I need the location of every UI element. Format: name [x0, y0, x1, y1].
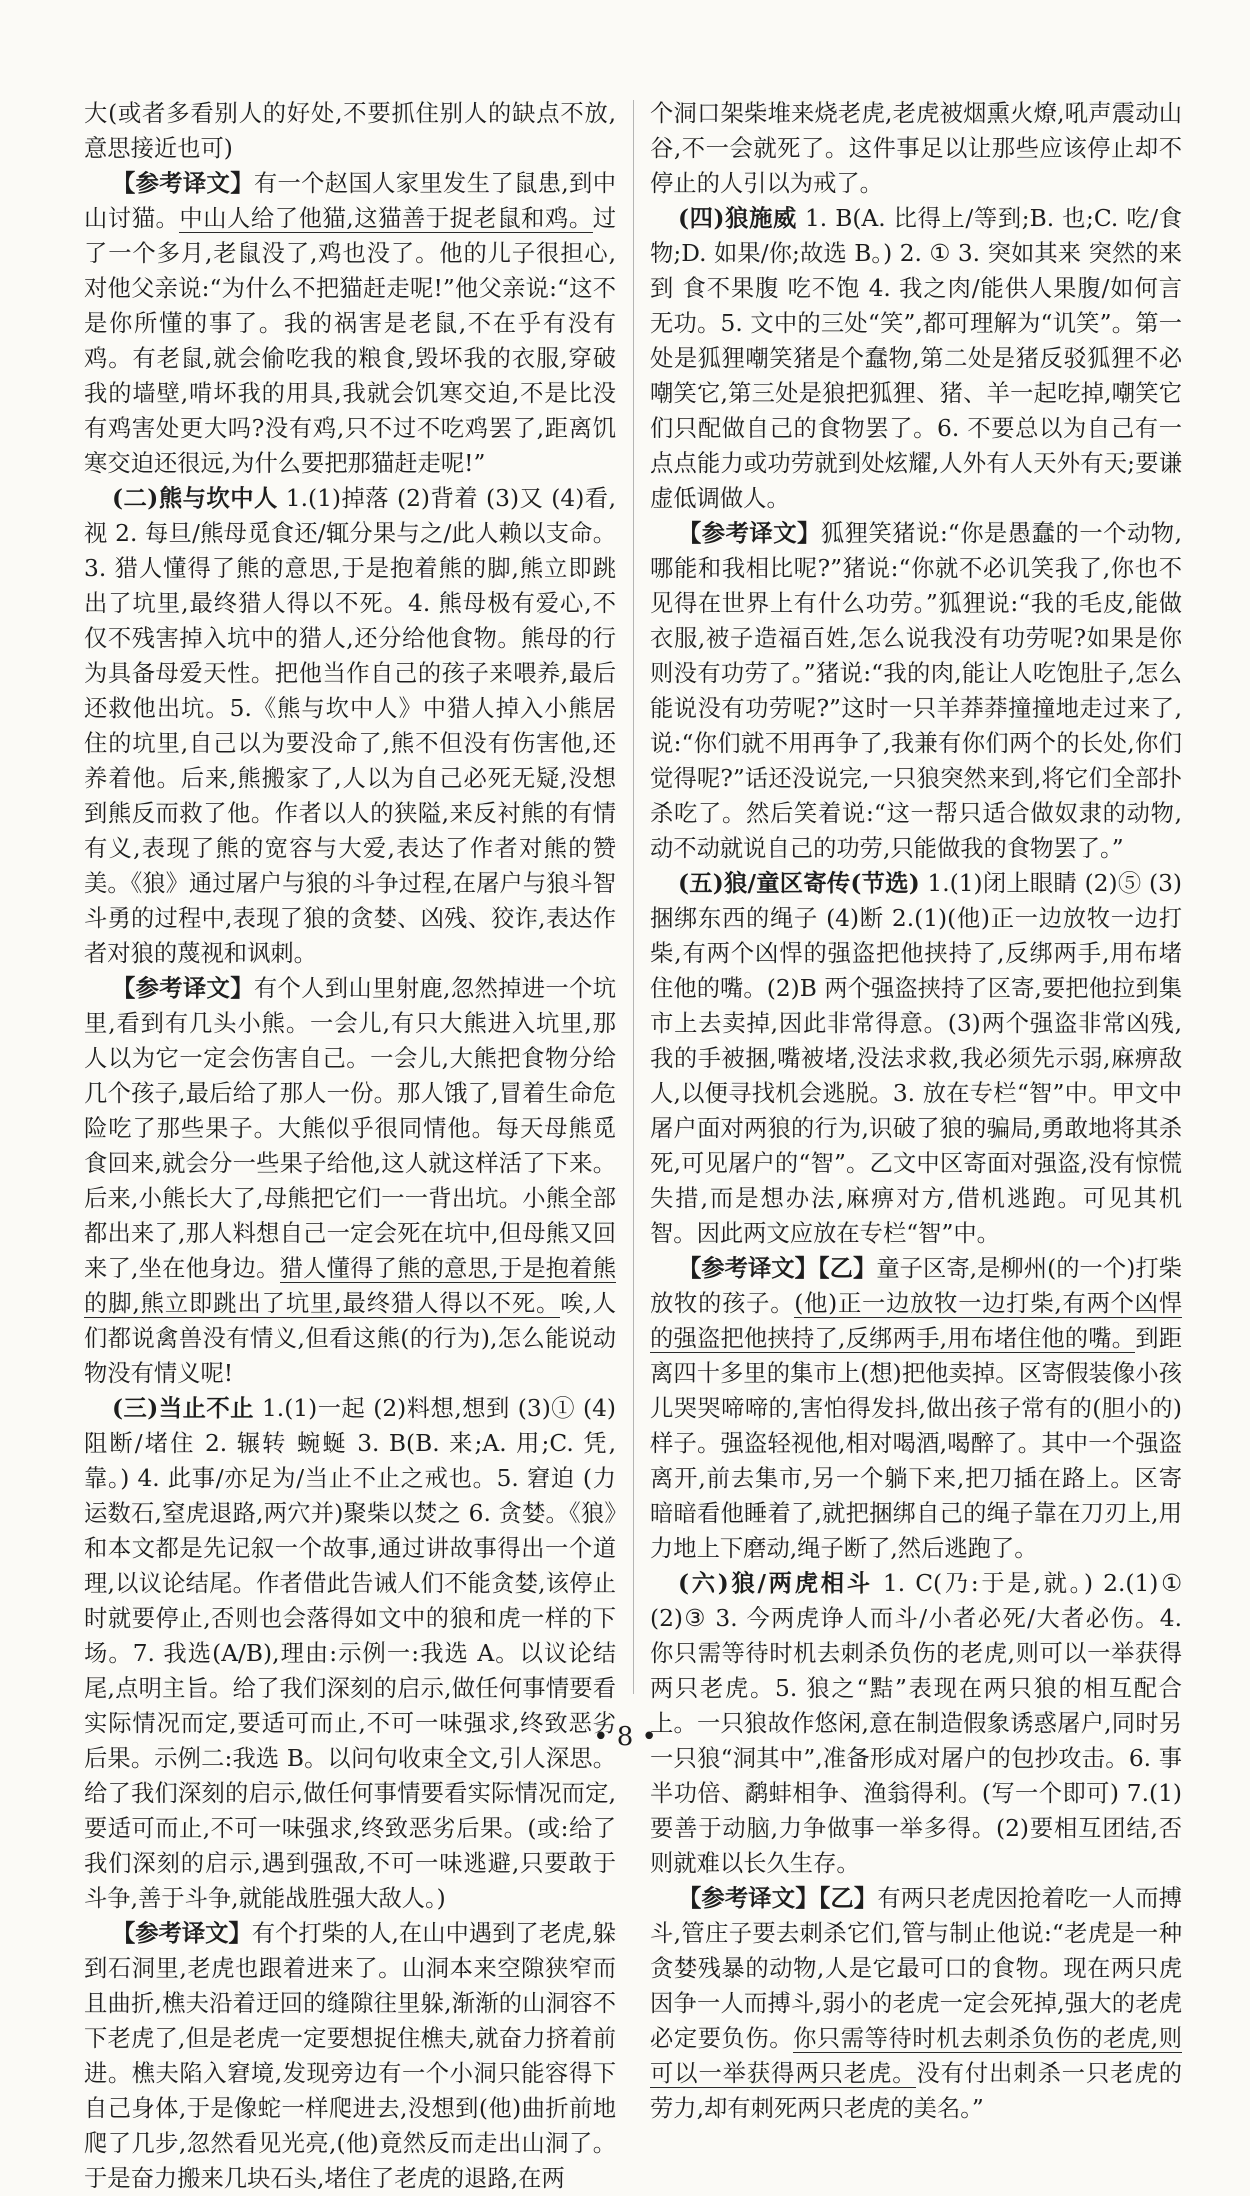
translation-text: 过了一个多月,老鼠没了,鸡也没了。他的儿子很担心,对他父亲说:“为什么不把猫赶走呢!”他父亲说:“这不是你所懂的事了。我的祸害是老鼠,不在乎有没有鸡。有老鼠,就会偷吃我的粮食,毁坏我的衣服,穿破我的墙壁,啃坏我的用具,我就会饥寒交迫,不是比没有鸡害处更大吗?没有鸡,只不过不吃鸡罢了,距离饥寒交迫还很远,为什么要把那猫赶走呢!”: [84, 205, 617, 477]
section-body: 1.(1)闭上眼睛 (2)⑤ (3)捆绑东西的绳子 (4)断 2.(1)(他)正一边放牧一边打柴,有两个凶悍的强盗把他挟持了,反绑两手,用布堵住他的嘴。(2)B 两个强盗挟持了区寄,要把他拉到集市上去卖掉,因此非常得意。(3)两个强盗非常凶残,我的手被捆,嘴被堵,没法求救,我必须先示弱,麻痹敌人,以便寻找机会逃脱。3. 放在专栏“智”中。甲文中屠户面对两狼的行为,识破了狼的骗局,勇敢地将其杀死,可见屠户的“智”。乙文中区寄面对强盗,没有惊慌失措,而是想办法,麻痹对方,借机逃跑。可见其机智。因此两文应放在专栏“智”中。: [650, 870, 1182, 1247]
section-title: (三)当止不止: [111, 1395, 255, 1422]
left-column: [84, 96, 616, 2196]
right-column: [650, 96, 1182, 2126]
section-title: (四)狼施威: [677, 205, 797, 232]
translation-3: [84, 1916, 616, 2196]
translation-text: 有一个赵国人家里发生了鼠患,到中山讨猫。: [84, 170, 617, 232]
translation-1: [84, 166, 616, 481]
translation-text: 没有付出刺杀一只老虎的劳力,却有刺死两只老虎的美名。”: [650, 2060, 1183, 2122]
translation-label: 【参考译文】: [111, 170, 254, 197]
translation-text: 唉,人们都说禽兽没有情义,但看这熊(的行为),怎么能说动物没有情义呢!: [84, 1290, 617, 1387]
translation-text: 童子区寄,是柳州(的一个)打柴放牧的孩子。: [650, 1255, 1182, 1317]
section-body: 1. C(乃:于是,就。) 2.(1)① (2)③ 3. 今两虎诤人而斗/小者必死/大者必伤。4. 你只需等待时机去刺杀负伤的老虎,则可以一举获得两只老虎。5. 狼之“黠”表现在两只狼的相互配合上。一只狼故作悠闲,意在制造假象诱惑屠户,同时另一只狼“洞其中”,准备形成对屠户的包抄攻击。6. 事半功倍、鹬蚌相争、渔翁得利。(写一个即可) 7.(1)要善于动脑,力争做事一举多得。(2)要相互团结,否则就难以长久生存。: [650, 1570, 1183, 1877]
section-body: 1.(1)一起 (2)料想,想到 (3)① (4)阻断/堵住 2. 辗转 蜿蜒 3. B(B. 来;A. 用;C. 凭,靠。) 4. 此事/亦足为/当止不止之戒也。5. 窘迫 (力运数石,窒虎退路,两穴并)聚柴以焚之 6. 贪婪。《狼》和本文都是先记叙一个故事,通过讲故事得出一个道理,以议论结尾。作者借此告诫人们不能贪婪,该停止时就要停止,否则也会落得如文中的狼和虎一样的下场。7. 我选(A/B),理由:示例一:我选 A。以议论结尾,点明主旨。给了我们深刻的启示,做任何事情要看实际情况而定,要适可而止,不可一味强求,终致恶劣后果。示例二:我选 B。以问句收束全文,引人深思。给了我们深刻的启示,做任何事情要看实际情况而定,要适可而止,不可一味强求,终致恶劣后果。(或:给了我们深刻的启示,遇到强敌,不可一味逃避,只要敢于斗争,善于斗争,就能战胜强大敌人。): [84, 1395, 617, 1912]
section-body: 1.(1)掉落 (2)背着 (3)又 (4)看,视 2. 每旦/熊母觅食还/辄分果与之/此人赖以支命。3. 猎人懂得了熊的意思,于是抱着熊的脚,熊立即跳出了坑里,最终猎人得以不死。4. 熊母极有爱心,不仅不残害掉入坑中的猎人,还分给他食物。熊母的行为具备母爱天性。把他当作自己的孩子来喂养,最后还救他出坑。5.《熊与坎中人》中猎人掉入小熊居住的坑里,自己以为要没命了,熊不但没有伤害他,还养着他。后来,熊搬家了,人以为自己必死无疑,没想到熊反而救了他。作者以人的狭隘,来反衬熊的有情有义,表现了熊的宽容与大爱,表达了作者对熊的赞美。《狼》通过屠户与狼的斗争过程,在屠户与狼斗智斗勇的过程中,表现了狼的贪婪、凶残、狡诈,表达作者对狼的蔑视和讽刺。: [84, 485, 616, 967]
translation-label: 【参考译文】【乙】: [677, 1885, 878, 1912]
answer-tail: 大(或者多看别人的好处,不要抓住别人的缺点不放,意思接近也可): [84, 100, 616, 162]
translation-continued: 个洞口架柴堆来烧老虎,老虎被烟熏火燎,吼声震动山谷,不一会就死了。这件事足以让那些应该停止却不停止的人引以为戒了。: [650, 100, 1182, 197]
section-5: [650, 866, 1182, 1251]
translation-label: 【参考译文】【乙】: [677, 1255, 877, 1282]
translation-2: [84, 971, 616, 1391]
section-title: (二)熊与坎中人: [111, 485, 278, 512]
section-2: [84, 481, 616, 971]
section-title: (五)狼/童区寄传(节选): [677, 870, 920, 897]
section-body: 1. B(A. 比得上/等到;B. 也;C. 吃/食物;D. 如果/你;故选 B。) 2. ① 3. 突如其来 突然的来到 食不果腹 吃不饱 4. 我之肉/能供人果腹/如何言无功。5. 文中的三处“笑”,都可理解为“讥笑”。第一处是狐狸嘲笑猪是个蠢物,第二处是猪反驳狐狸不必嘲笑它,第三处是狼把狐狸、猪、羊一起吃掉,嘲笑它们只配做自己的食物罢了。6. 不要总以为自己有一点点能力或功劳就到处炫耀,人外有人天外有天;要谦虚低调做人。: [650, 205, 1183, 512]
section-4: [650, 201, 1182, 516]
translation-6: [650, 1881, 1182, 2126]
underlined-sentence: 猎人懂得了熊的意思,于是抱着熊的脚,熊立即跳出了坑里,最终猎人得以不死。: [84, 1255, 617, 1317]
translation-text: 有两只老虎因抢着吃一人而搏斗,管庄子要去刺杀它们,管与制止他说:“老虎是一种贪婪残暴的动物,人是它最可口的食物。现在两只虎因争一人而搏斗,弱小的老虎一定会死掉,强大的老虎必定要负伤。: [650, 1885, 1182, 2052]
column-divider: [633, 100, 634, 1694]
underlined-sentence: (他)正一边放牧一边打柴,有两个凶悍的强盗把他挟持了,反绑两手,用布堵住他的嘴。: [650, 1290, 1182, 1352]
section-title: (六)狼/两虎相斗: [677, 1570, 873, 1597]
translation-text: 有个打柴的人,在山中遇到了老虎,躲到石洞里,老虎也跟着进来了。山洞本来空隙狭窄而且曲折,樵夫沿着迂回的缝隙往里躲,渐渐的山洞容不下老虎了,但是老虎一定要想捉住樵夫,就奋力挤着前进。樵夫陷入窘境,发现旁边有一个小洞只能容得下自己身体,于是像蛇一样爬进去,没想到(他)曲折前地爬了几步,忽然看见光亮,(他)竟然反而走出山洞了。于是奋力搬来几块石头,堵住了老虎的退路,在两: [84, 1920, 616, 2192]
answer-page: [84, 96, 1220, 2192]
translation-text: 狐狸笑猪说:“你是愚蠢的一个动物,哪能和我相比呢?”猪说:“你就不必讥笑我了,你也不见得在世界上有什么功劳。”狐狸说:“我的毛皮,能做衣服,被子造福百姓,怎么说我没有功劳呢?如果是你则没有功劳了。”猪说:“我的肉,能让人吃饱肚子,怎么能说没有功劳呢?”这时一只羊莽莽撞撞地走过来了,说:“你们就不用再争了,我兼有你们两个的长处,你们觉得呢?”话还没说完,一只狼突然来到,将它们全部扑杀吃了。然后笑着说:“这一帮只适合做奴隶的动物,动不动就说自己的功劳,只能做我的食物罢了。”: [650, 520, 1182, 862]
translation-label: 【参考译文】: [111, 975, 254, 1002]
underlined-sentence: 中山人给了他猫,这猫善于捉老鼠和鸡。: [179, 205, 593, 232]
translation-5: [650, 1251, 1182, 1566]
translation-4: [650, 516, 1182, 866]
translation-text: 有个人到山里射鹿,忽然掉进一个坑里,看到有几头小熊。一会儿,有只大熊进入坑里,那人以为它一定会伤害自己。一会儿,大熊把食物分给几个孩子,最后给了那人一份。那人饿了,冒着生命危险吃了那些果子。大熊似乎很同情他。每天母熊觅食回来,就会分一些果子给他,这人就这样活了下来。后来,小熊长大了,母熊把它们一一背出坑。小熊全部都出来了,那人料想自己一定会死在坑中,但母熊又回来了,坐在他身边。: [84, 975, 617, 1282]
underlined-sentence: 你只需等待时机去刺杀负伤的老虎,则可以一举获得两只老虎。: [650, 2025, 1183, 2087]
translation-label: 【参考译文】: [111, 1920, 252, 1947]
section-3: [84, 1391, 616, 1916]
translation-text: 到距离四十多里的集市上(想)把他卖掉。区寄假装像小孩儿哭哭啼啼的,害怕得发抖,做出孩子常有的(胆小的)样子。强盗轻视他,相对喝酒,喝醉了。其中一个强盗离开,前去集市,另一个躺下来,把刀插在路上。区寄暗暗看他睡着了,就把捆绑自己的绳子靠在刀刃上,用力地上下磨动,绳子断了,然后逃跑了。: [650, 1325, 1182, 1562]
page-number: • 8 •: [593, 1722, 657, 1752]
translation-label: 【参考译文】: [677, 520, 821, 547]
